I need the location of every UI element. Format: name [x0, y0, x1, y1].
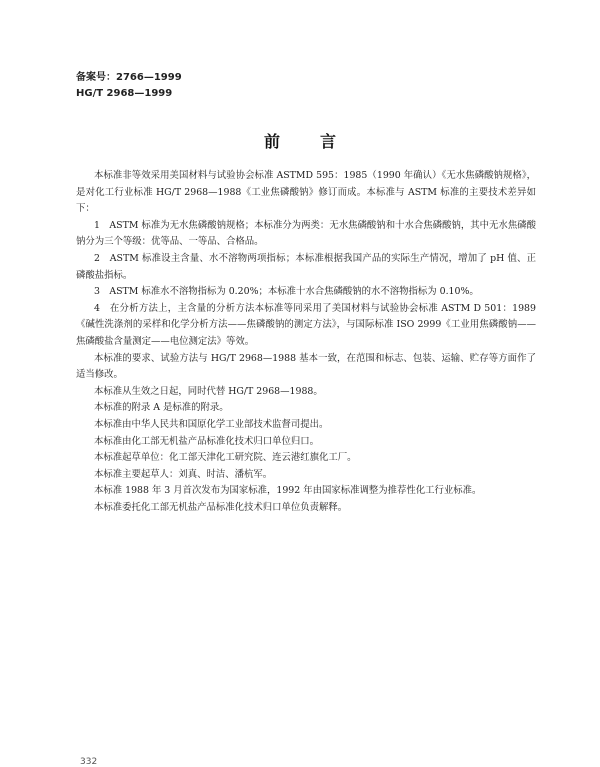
- paragraph-interpretation: 本标准委托化工部无机盐产品标准化技术归口单位负责解释。: [94, 501, 348, 513]
- paragraph-centralized-by: 本标准由化工部无机盐产品标准化技术归口单位归口。: [94, 435, 320, 447]
- page-number: 332: [80, 757, 98, 767]
- record-number: 备案号：2766—1999: [76, 72, 182, 83]
- standard-code: HG/T 2968—1999: [76, 88, 173, 99]
- document-header: [76, 70, 376, 102]
- paragraph-intro: 本标准非等效采用美国材料与试验协会标准 ASTMD 595：1985（1990 年确认）《无水焦磷酸钠规格》，是对化工行业标准 HG/T 2968—1988《工业焦磷酸钠》修订而成。本标准与 ASTM 标准的主要技术差异如下：: [76, 170, 536, 215]
- paragraph-history: 本标准 1988 年 3 月首次发布为国家标准，1992 年由国家标准调整为推荐性化工行业标准。: [94, 485, 482, 497]
- paragraph-difference-2: 2 ASTM 标准设主含量、水不溶物两项指标；本标准根据我国产品的实际生产情况，增加了 pH 值、正磷酸盐指标。: [76, 252, 536, 281]
- paragraph-appendix: 本标准的附录 A 是标准的附录。: [94, 402, 229, 414]
- paragraph-difference-1: 1 ASTM 标准为无水焦磷酸钠规格；本标准分为两类：无水焦磷酸钠和十水合焦磷酸钠，其中无水焦磷酸钠分为三个等级：优等品、一等品、合格品。: [76, 219, 536, 248]
- page-title: 前言: [263, 132, 376, 151]
- paragraph-difference-4: 4 在分析方法上，主含量的分析方法本标准等同采用了美国材料与试验协会标准 ASTM D 501：1989《碱性洗涤剂的采样和化学分析方法——焦磷酸钠的测定方法》，与国际标准 ISO 2999《工业用焦磷酸钠——焦磷酸盐含量测定——电位测定法》等效。: [76, 302, 536, 347]
- paragraph-drafters: 本标准主要起草人：刘真、时洁、潘杭军。: [94, 468, 273, 480]
- foreword-body: [76, 168, 536, 516]
- paragraph-effective: 本标准从生效之日起，同时代替 HG/T 2968—1988。: [94, 385, 323, 397]
- paragraph-difference-3: 3 ASTM 标准水不溶物指标为 0.20%；本标准十水合焦磷酸钠的水不溶物指标为 0.10%。: [94, 286, 479, 298]
- paragraph-requirements: 本标准的要求、试验方法与 HG/T 2968—1988 基本一致，在范围和标志、包装、运输、贮存等方面作了适当修改。: [76, 352, 536, 381]
- paragraph-drafting-units: 本标准起草单位：化工部天津化工研究院、连云港红旗化工厂。: [94, 452, 357, 464]
- paragraph-proposed-by: 本标准由中华人民共和国原化学工业部技术监督司提出。: [94, 418, 329, 430]
